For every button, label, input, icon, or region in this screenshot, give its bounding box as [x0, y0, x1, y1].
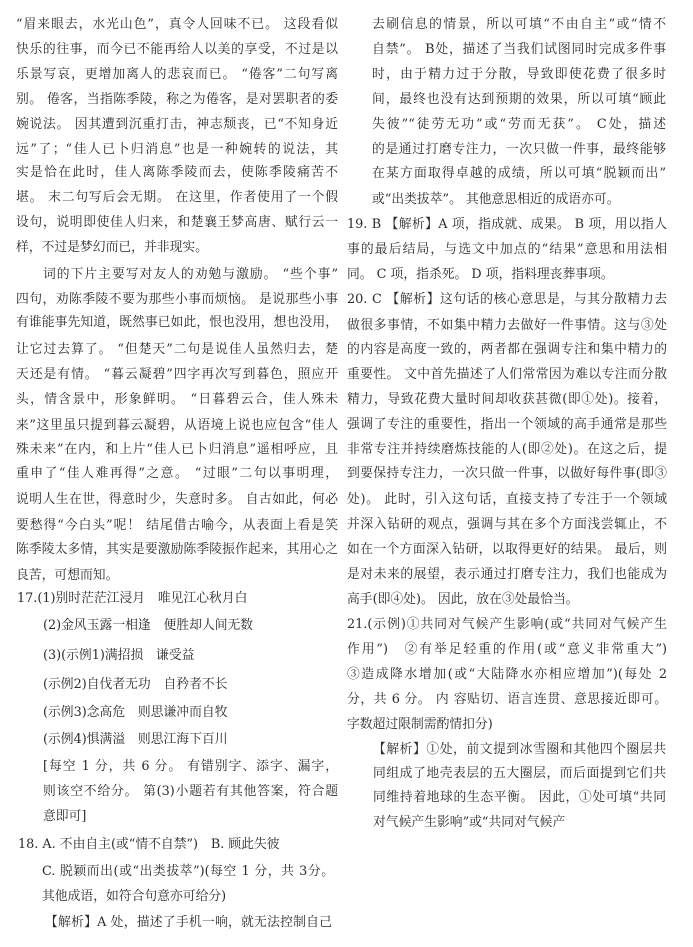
text-line: 设句，说明即使佳人归来，和楚襄王梦高唐、赋行云一	[16, 215, 338, 230]
answer-line: 17.(1)别时茫茫江浸月 唯见江心秋月白	[17, 591, 248, 606]
answer-line: 如在一个方面深入钻研，以取得更好的结果。 最后，则	[347, 542, 667, 557]
scoring-note: 其他成语，如符合句意亦可给分)	[42, 889, 227, 904]
text-line: 有谁能事先知道，既然事已如此，恨也没用，想也没用，	[16, 315, 338, 330]
text-line: 重申了“佳人难再得”之意。 “过眼”二句以事明理，	[16, 466, 338, 481]
text-line: 说明人生在世，得意时少，失意时多。 自古如此，何必	[16, 492, 338, 507]
answer-line: 非常专注并持续磨炼技能的人(即②处)。在这之后，提	[347, 442, 667, 457]
analysis-line: 自禁”。 B处，描述了当我们试图同时完成多件事	[372, 42, 666, 57]
analysis-line: 间，最终也没有达到预期的效果，所以可填“顾此	[372, 92, 666, 107]
answer-line: 重要性。 文中首先描述了人们常常因为难以专注而分散	[347, 367, 667, 382]
analysis-line: 在某方面取得卓越的成绩，所以可填“脱颖而出”	[372, 166, 666, 181]
text-line: 头，情含景中，形象鲜明。 “日暮碧云合，佳人殊未	[16, 392, 338, 407]
text-line: 乐景写哀，更增加离人的悲哀而已。 “倦客”二句写离	[16, 67, 338, 82]
analysis-line: 或“出类拔萃”。 其他意思相近的成语亦可。	[372, 192, 620, 207]
answer-line: 20. C 【解析】这句话的核心意思是，与其分散精力去	[347, 292, 667, 307]
text-line: 殊未来”在内，和上片“佳人已卜归消息”遥相呼应，且	[16, 442, 338, 457]
answer-line: 19. B 【解析】A 项，指成就、成果。 B 项，用以指人	[347, 217, 667, 232]
answer-line: 是对未来的展望，表示通过打磨专注力，我们也能成为	[347, 567, 667, 582]
scoring-note: 则该空不给分。 第(3)小题若有其他答案，符合题	[43, 784, 338, 799]
text-line: 词的下片主要写对友人的劝勉与激励。 “些个事”	[43, 267, 338, 282]
answer-line: 同。 C 项，指杀死。 D 项，指料理丧葬事项。	[347, 267, 614, 282]
text-line: 远”了；“佳人已卜归消息”也是一种婉转的说法，其	[16, 142, 338, 157]
scoring-note: 分，共 6 分。 内 容贴切、语言连贯、意思接近即可。	[347, 692, 667, 707]
answer-line: 21.(示例)①共同对气候产生影响(或“共同对气候产生	[347, 617, 667, 632]
answer-line: 并深入钻研的观点，强调与其在多个方面浅尝辄止，不	[347, 517, 667, 532]
text-line: 良苦，可想而知。	[16, 568, 119, 583]
analysis-line: 时，由于精力过于分散，导致即使花费了很多时	[372, 67, 666, 82]
text-line: 来”这里虽只提到暮云凝碧，从语境上说也应包含“佳人	[16, 418, 338, 433]
analysis-line: 对气候产生影响”或“共同对气候产	[373, 815, 566, 830]
answer-line: (示例2)自伐者无功 自矜者不长	[43, 677, 228, 692]
analysis-line: 同维持着地球的生态平衡。 因此，①处可填“共同	[373, 790, 666, 805]
answer-line: (3)(示例1)满招损 谦受益	[43, 648, 195, 663]
text-line: 堪。 末二句写后会无期。 在这里，作者使用了一个假	[16, 190, 338, 205]
text-line: 四句，劝陈季陵不要为那些小事而烦恼。 是说那些小事	[16, 292, 338, 307]
answer-line: (示例4)惧满溢 则思江海下百川	[43, 732, 228, 747]
answer-line: 事的最后结局，与选文中加点的“结果”意思和用法相	[347, 242, 667, 257]
scoring-note: 字数超过限制需酌情扣分)	[347, 717, 493, 732]
answer-line: 作用”) ②有举足轻重的作用(或“意义非常重大”)	[347, 642, 667, 657]
analysis-line: 同组成了地壳表层的五大圈层，而后面提到它们共	[373, 766, 666, 781]
answer-line: ③造成降水增加(或“大陆降水亦相应增加”)(每处 2	[347, 667, 667, 682]
answer-line: 强调了专注的重要性，指出一个领域的高手通常是那些	[347, 417, 667, 432]
text-line: “眉来眼去，水光山色”，真令人回味不已。 这段看似	[16, 17, 338, 32]
text-line: 实是恰在此时，佳人离陈季陵而去，使陈季陵痛苦不	[16, 165, 338, 180]
answer-line: 精力，导致花费大量时间却收获甚微(即①处)。接着，	[347, 392, 667, 407]
answer-line: C. 脱颖而出(或“出类拔萃”)(每空 1 分，共 3分。	[42, 864, 334, 879]
answer-line: 的内容是高度一致的，两者都在强调专注和集中精力的	[347, 342, 667, 357]
scoring-note: 意即可]	[43, 809, 87, 824]
answer-line: 高手(即④处)。 因此，放在③处最恰当。	[347, 592, 579, 607]
answer-line: 处)。 此时，引入这句话，直接支持了专注于一个领域	[347, 492, 667, 507]
text-line: 陈季陵太多情，其实是要激励陈季陵振作起来，其用心之	[16, 542, 338, 557]
analysis-line: 失彼”“徒劳无功”或“劳而无获”。 C处，描述	[372, 117, 666, 132]
text-line: 让它过去算了。 “但楚天”二句是说佳人虽然归去，楚	[16, 342, 338, 357]
scoring-note: [每空 1 分，共 6 分。 有错别字、添字、漏字，	[43, 759, 338, 774]
text-line: 快乐的往事，而今已不能再给人以美的享受，不过是以	[16, 42, 338, 57]
analysis-line: 去刷信息的情景，所以可填“不由自主”或“情不	[372, 17, 666, 32]
analysis-line: 【解析】A 处，描述了手机一响，就无法控制自己	[45, 915, 332, 930]
answer-line: (2)金风玉露一相逢 便胜却人间无数	[43, 618, 254, 633]
analysis-line: 的是通过打磨专注力，一次只做一件事，最终能够	[372, 142, 666, 157]
analysis-line: 【解析】①处，前文提到冰雪圈和其他四个圈层共	[373, 742, 666, 757]
text-line: 天还是有情。 “暮云凝碧”四字再次写到暮色，照应开	[16, 367, 338, 382]
text-line: 样，不过是梦幻而已，并非现实。	[16, 240, 208, 255]
answer-line: 到要保持专注力，一次只做一件事，以做好每件事(即③	[347, 466, 667, 481]
text-line: 别。 倦客，当指陈季陵，称之为倦客，是对罢职者的委	[16, 92, 338, 107]
answer-line: (示例3)念高危 则思谦冲而自牧	[43, 705, 228, 720]
text-line: 要愁得“今白头”呢！ 结尾借古喻今，从表面上看是笑	[16, 518, 338, 533]
answer-line: 做很多事情，不如集中精力去做好一件事情。这与③处	[347, 318, 667, 333]
answer-line: 18. A. 不由自主(或“情不自禁”) B. 顾此失彼	[18, 837, 280, 852]
text-line: 婉说法。 因其遭到沉重打击，神志颓丧，已“不知身近	[16, 117, 338, 132]
